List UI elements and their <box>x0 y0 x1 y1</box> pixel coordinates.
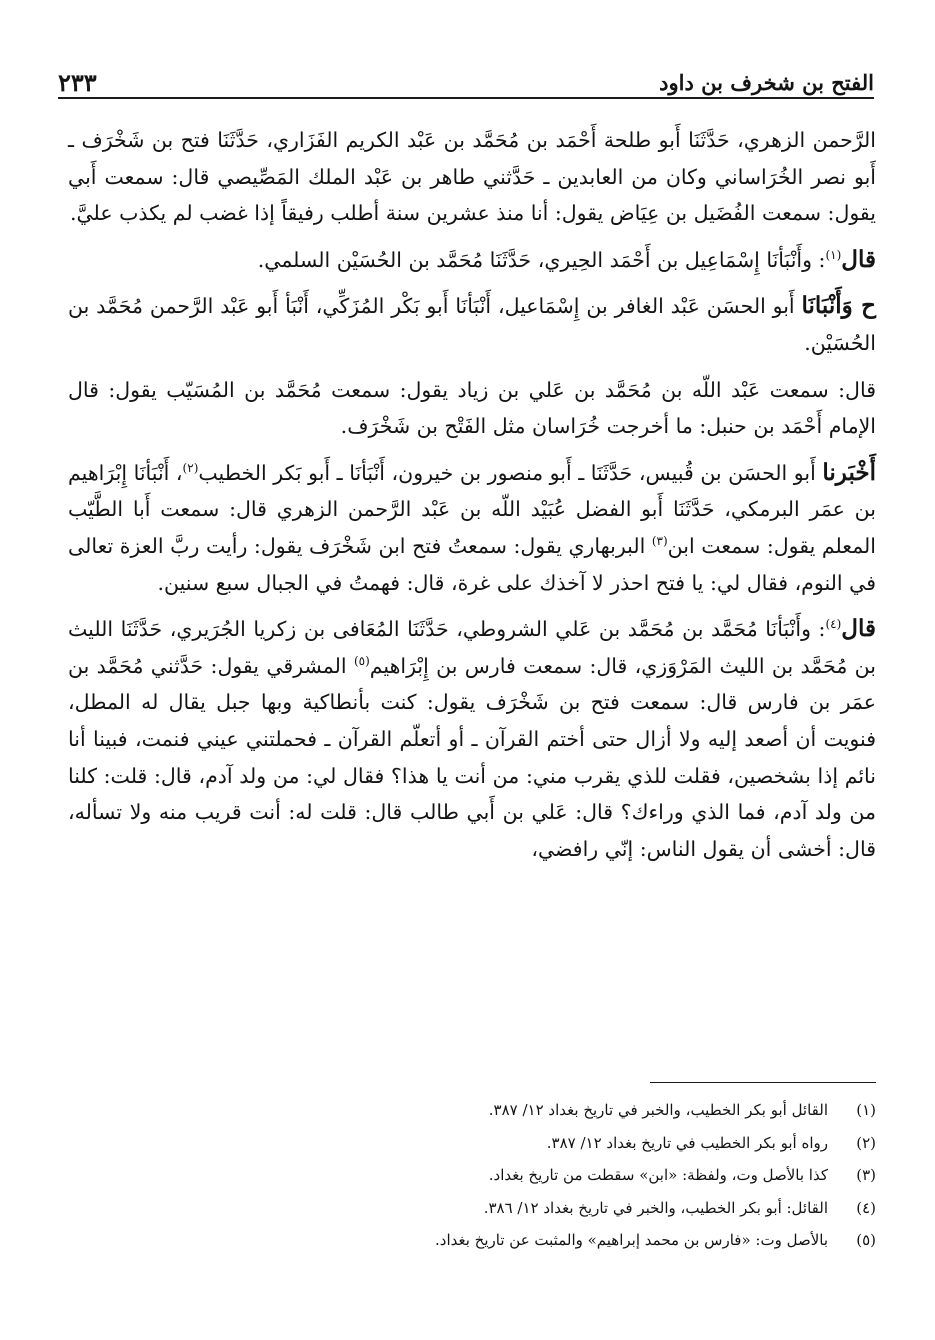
text-run: الرَّحمن الزهري، حَدَّثَنَا أَبو طلحة أَحْمَد بن مُحَمَّد بن عَبْد الكريم الفَزَاري، حَدَّثَنَا فتح بن شَخْرَف ـ أَبو نصر الخُرَاساني وكان من العابدين ـ حَدَّثني طاهر بن عَبْد الملك المَصِّيصي قال: سمعت أَبي يقول: سمعت الفُضَيل بن عِيَاض يقول: أنا منذ عشرين سنة أطلب رفيقاً إذا غضب لم يكذب عليَّ. <box>68 128 876 226</box>
paragraph <box>68 242 876 279</box>
body-text <box>68 122 876 867</box>
paragraph <box>68 611 876 867</box>
footnote-ref: (٥) <box>353 653 370 668</box>
text-run: أَبو الحسَن عَبْد الغافر بن إِسْمَاعيل، أَنْبَأنَا أَبو بَكْر المُزَكِّي، أَنْبَأ أَبو عَبْد الرَّحمن مُحَمَّد بن الحُسَيْن. <box>68 294 876 355</box>
footnote-text: رواه أبو بكر الخطيب في تاريخ بغداد ١٢/ ٣٨٧. <box>546 1133 828 1152</box>
page-number: ٢٣٣ <box>58 68 97 97</box>
keyword: قال <box>841 245 876 273</box>
text-run: البربهاري يقول: سمعتُ فتح ابن شَخْرَف يقول: رأيت ربَّ العزة تعالى في النوم، فقال لي: يا فتح احذر لا آخذك على غرة، قال: فهمتُ في الجبال سبع سنين. <box>68 533 876 595</box>
text-run: : وأَنْبَأنَا إِسْمَاعِيل بن أَحْمَد الحِيري، حَدَّثَنَا مُحَمَّد بن الحُسَيْن السلمي. <box>257 247 826 272</box>
footnote-number: (٣) <box>856 1166 876 1184</box>
footnote <box>330 1192 876 1225</box>
paragraph <box>68 372 876 445</box>
footnote-ref: (٤) <box>825 617 842 632</box>
keyword: ح وَأَنْبَانَا <box>801 292 876 320</box>
footnote-number: (١) <box>856 1101 876 1119</box>
header-rule <box>58 97 874 99</box>
footnote-ref: (٣) <box>651 534 668 549</box>
paragraph <box>68 288 876 361</box>
footnote-number: (٤) <box>856 1198 876 1217</box>
text-run: : وأَنْبَأنَا مُحَمَّد بن مُحَمَّد بن عَلي الشروطي، حَدَّثَنَا المُعَافى بن زكريا الجُرَيري، حَدَّثَنَا الليث بن مُحَمَّد بن الليث المَرْوَزي، قال: سمعت فارس بن إِبْرَاهيم <box>68 617 876 678</box>
text-run: أَبو الحسَن بن قُبيس، حَدَّثَنَا ـ أَبو منصور بن خيرون، أَنْبَأنَا ـ أَبو بَكر الخطيب <box>198 460 823 485</box>
footnote <box>330 1159 876 1192</box>
footnote-text: بالأصل وت: «فارس بن محمد إبراهيم» والمثبت عن تاريخ بغداد. <box>435 1231 828 1249</box>
text-run: ، أَنْبَأنَا إِبْرَاهيم بن عمَر البرمكي، حَدَّثَنَا أَبو الفضل عُبَيْد اللّه بن عَبْد الرَّحمن الزهري قال: سمعت أَبا الطَّيّب المعلم يقول: سمعت ابن <box>68 460 876 558</box>
keyword: أَخْبَرنا <box>822 458 876 486</box>
footnote-number: (٢) <box>856 1133 876 1152</box>
running-title: الفتح بن شخرف بن داود <box>659 70 874 95</box>
footnote-ref: (١) <box>825 247 842 262</box>
keyword: قال <box>841 615 876 643</box>
footnote-text: كذا بالأصل وت، ولفظة: «ابن» سقطت من تاريخ بغداد. <box>488 1166 828 1184</box>
text-run: قال: سمعت عَبْد اللّه بن مُحَمَّد بن عَلي بن زياد يقول: سمعت مُحَمَّد بن المُسَيّب يقول: قال الإمام أَحْمَد بن حنبل: ما أخرجت خُرَاسان مثل الفَتْح بن شَخْرَف. <box>68 377 876 439</box>
footnote-text: القائل: أبو بكر الخطيب، والخبر في تاريخ بغداد ١٢/ ٣٨٦. <box>483 1198 828 1217</box>
paragraph <box>68 455 876 601</box>
footnote <box>330 1224 876 1257</box>
page-header <box>58 52 874 96</box>
paragraph <box>68 122 876 232</box>
footnote <box>330 1094 876 1127</box>
footnotes <box>330 1094 876 1257</box>
footnote-text: القائل أبو بكر الخطيب، والخبر في تاريخ بغداد ١٢/ ٣٨٧. <box>488 1101 828 1119</box>
text-run: المشرقي يقول: حَدَّثني مُحَمَّد بن عمَر بن فارس قال: سمعت فتح بن شَخْرَف يقول: كنت بأنطاكية وبها جبل يقال له المطل، فنويت أن أصعد إليه ولا أزال حتى أختم القرآن ـ أو أتعلّم القرآن ـ فحملتني عيني فنمت، فبينا أنا نائم إذا بشخصين، فقلت للذي يقرب مني: من أنت يا هذا؟ فقال لي: من ولد آدم، قال: قلت: كلنا من ولد آدم، فما الذي وراءك؟ قال: عَلي بن أَبي طالب قال: قلت له: أنت قريب منه ولا تسأله، قال: أخشى أن يقول الناس: إنّي رافضي، <box>68 653 876 861</box>
footnote-number: (٥) <box>856 1231 876 1249</box>
footnote <box>330 1127 876 1160</box>
footnote-rule <box>650 1082 876 1083</box>
footnote-ref: (٢) <box>182 460 199 475</box>
